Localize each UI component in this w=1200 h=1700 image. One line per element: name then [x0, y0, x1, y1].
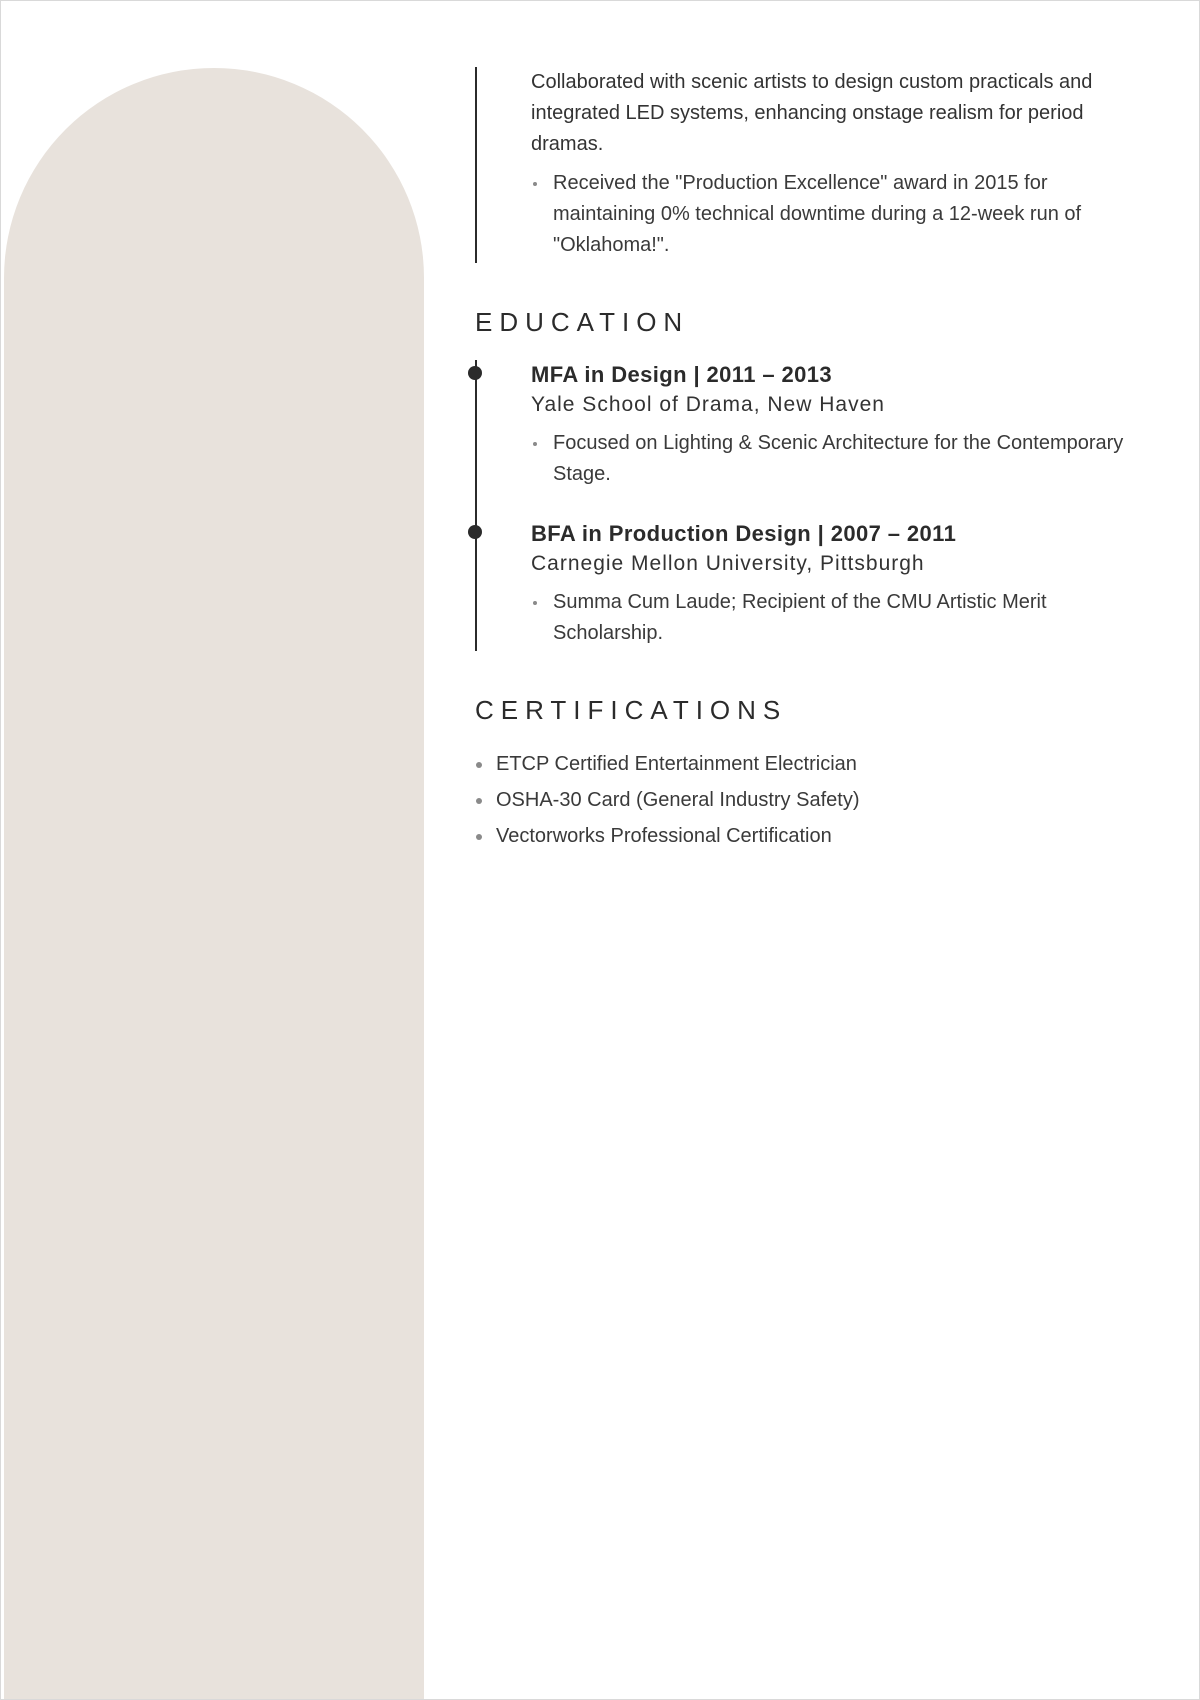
- education-degree: BFA in Production Design | 2007 – 2011: [531, 521, 957, 546]
- timeline-dot: [468, 366, 482, 380]
- experience-bullet-list: [531, 168, 1155, 261]
- certifications-list: [475, 746, 1155, 854]
- education-timeline: [475, 360, 1155, 651]
- experience-bullet: Received the "Production Excellence" award in 2015 for maintaining 0% technical downtime during a 12-week run of "Oklahoma!".: [531, 168, 1155, 261]
- education-entry: [531, 519, 1155, 649]
- education-bullet-list: [531, 428, 1155, 490]
- education-school: Yale School of Drama, New Haven: [531, 393, 885, 416]
- education-degree: MFA in Design | 2011 – 2013: [531, 362, 833, 387]
- education-heading: EDUCATION: [475, 307, 690, 337]
- timeline-dot: [468, 525, 482, 539]
- decorative-arch: [4, 68, 424, 1700]
- certification-item: Vectorworks Professional Certification: [475, 818, 1155, 854]
- education-bullet: Focused on Lighting & Scenic Architecture for the Contemporary Stage.: [531, 428, 1155, 490]
- certification-item: ETCP Certified Entertainment Electrician: [475, 746, 1155, 782]
- experience-paragraph: Collaborated with scenic artists to design custom practicals and integrated LED systems, enhancing onstage realism for period dramas.: [531, 71, 1093, 155]
- main-column: [475, 1, 1155, 854]
- experience-continuation: [475, 67, 1155, 263]
- certification-item: OSHA-30 Card (General Industry Safety): [475, 782, 1155, 818]
- certifications-heading: CERTIFICATIONS: [475, 695, 788, 725]
- education-entry: [531, 360, 1155, 490]
- education-bullet-list: [531, 587, 1155, 649]
- education-bullet: Summa Cum Laude; Recipient of the CMU Artistic Merit Scholarship.: [531, 587, 1155, 649]
- education-school: Carnegie Mellon University, Pittsburgh: [531, 552, 925, 575]
